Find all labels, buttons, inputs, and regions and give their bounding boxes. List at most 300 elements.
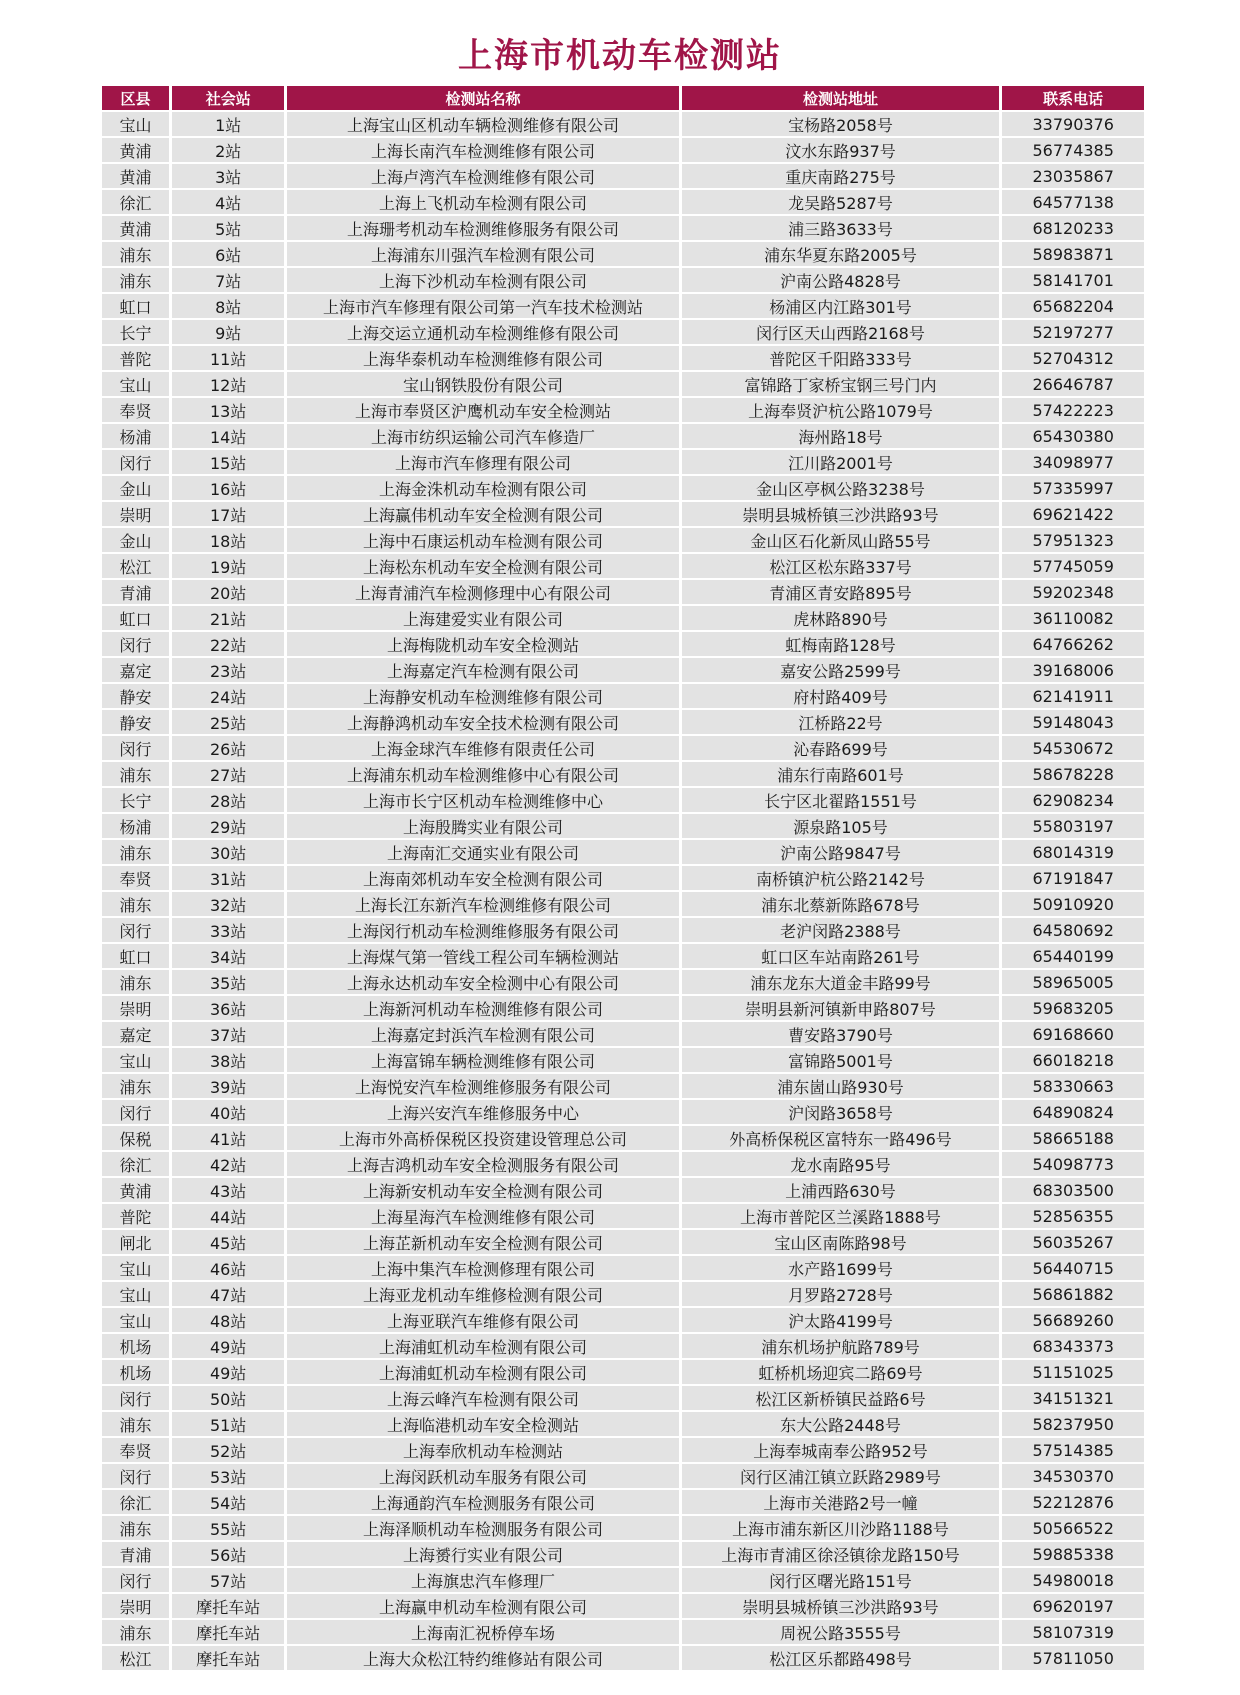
cell-station: 45站 bbox=[172, 1230, 284, 1254]
cell-phone: 52197277 bbox=[1002, 320, 1144, 344]
cell-district: 浦东 bbox=[102, 892, 169, 916]
cell-address: 松江区松东路337号 bbox=[682, 554, 1000, 578]
table-row bbox=[102, 1022, 1144, 1046]
table-row bbox=[102, 1152, 1144, 1176]
cell-address: 沪太路4199号 bbox=[682, 1308, 1000, 1332]
table-row bbox=[102, 1308, 1144, 1332]
cell-address: 沁春路699号 bbox=[682, 736, 1000, 760]
page-title: 上海市机动车检测站 bbox=[458, 36, 782, 76]
cell-station: 28站 bbox=[172, 788, 284, 812]
cell-station: 49站 bbox=[172, 1334, 284, 1358]
cell-phone: 59148043 bbox=[1002, 710, 1144, 734]
cell-phone: 64577138 bbox=[1002, 190, 1144, 214]
cell-phone: 51151025 bbox=[1002, 1360, 1144, 1384]
cell-phone: 57745059 bbox=[1002, 554, 1144, 578]
cell-name: 上海嘉定封浜汽车检测有限公司 bbox=[287, 1022, 678, 1046]
cell-name: 上海中集汽车检测修理有限公司 bbox=[287, 1256, 678, 1280]
cell-district: 浦东 bbox=[102, 242, 169, 266]
cell-address: 浦东行南路601号 bbox=[682, 762, 1000, 786]
cell-address: 江桥路22号 bbox=[682, 710, 1000, 734]
table-row bbox=[102, 1386, 1144, 1410]
cell-district: 浦东 bbox=[102, 268, 169, 292]
cell-station: 25站 bbox=[172, 710, 284, 734]
cell-address: 虎林路890号 bbox=[682, 606, 1000, 630]
table-row bbox=[102, 788, 1144, 812]
cell-phone: 36110082 bbox=[1002, 606, 1144, 630]
cell-district: 宝山 bbox=[102, 1308, 169, 1332]
table-row bbox=[102, 138, 1144, 162]
cell-district: 金山 bbox=[102, 476, 169, 500]
cell-address: 虹桥机场迎宾二路69号 bbox=[682, 1360, 1000, 1384]
cell-phone: 58330663 bbox=[1002, 1074, 1144, 1098]
cell-station: 11站 bbox=[172, 346, 284, 370]
cell-name: 上海富锦车辆检测维修有限公司 bbox=[287, 1048, 678, 1072]
cell-address: 龙水南路95号 bbox=[682, 1152, 1000, 1176]
cell-name: 上海南汇祝桥停车场 bbox=[287, 1620, 678, 1644]
cell-address: 富锦路丁家桥宝钢三号门内 bbox=[682, 372, 1000, 396]
cell-station: 56站 bbox=[172, 1542, 284, 1566]
cell-station: 47站 bbox=[172, 1282, 284, 1306]
column-header-district: 区县 bbox=[102, 86, 169, 110]
cell-name: 上海金洙机动车检测有限公司 bbox=[287, 476, 678, 500]
cell-district: 宝山 bbox=[102, 1256, 169, 1280]
cell-address: 源泉路105号 bbox=[682, 814, 1000, 838]
cell-district: 奉贤 bbox=[102, 398, 169, 422]
cell-station: 摩托车站 bbox=[172, 1620, 284, 1644]
table-row bbox=[102, 190, 1144, 214]
cell-phone: 58965005 bbox=[1002, 970, 1144, 994]
table-row bbox=[102, 1282, 1144, 1306]
cell-district: 普陀 bbox=[102, 346, 169, 370]
cell-station: 摩托车站 bbox=[172, 1646, 284, 1670]
cell-name: 上海闵行机动车检测维修服务有限公司 bbox=[287, 918, 678, 942]
cell-address: 上海市关港路2号一幢 bbox=[682, 1490, 1000, 1514]
table-row bbox=[102, 1126, 1144, 1150]
table-row bbox=[102, 918, 1144, 942]
cell-address: 老沪闵路2388号 bbox=[682, 918, 1000, 942]
table-row bbox=[102, 346, 1144, 370]
table-row bbox=[102, 1100, 1144, 1124]
cell-station: 29站 bbox=[172, 814, 284, 838]
table-row bbox=[102, 1334, 1144, 1358]
cell-phone: 62141911 bbox=[1002, 684, 1144, 708]
cell-station: 40站 bbox=[172, 1100, 284, 1124]
cell-station: 39站 bbox=[172, 1074, 284, 1098]
cell-phone: 59202348 bbox=[1002, 580, 1144, 604]
cell-phone: 57514385 bbox=[1002, 1438, 1144, 1462]
cell-name: 上海浦虹机动车检测有限公司 bbox=[287, 1334, 678, 1358]
cell-district: 徐汇 bbox=[102, 1490, 169, 1514]
cell-name: 上海珊考机动车检测维修服务有限公司 bbox=[287, 216, 678, 240]
cell-station: 2站 bbox=[172, 138, 284, 162]
cell-district: 崇明 bbox=[102, 502, 169, 526]
cell-address: 富锦路5001号 bbox=[682, 1048, 1000, 1072]
cell-phone: 58665188 bbox=[1002, 1126, 1144, 1150]
cell-address: 府村路409号 bbox=[682, 684, 1000, 708]
cell-station: 44站 bbox=[172, 1204, 284, 1228]
cell-district: 保税 bbox=[102, 1126, 169, 1150]
table-row bbox=[102, 1412, 1144, 1436]
cell-phone: 65440199 bbox=[1002, 944, 1144, 968]
cell-name: 上海芷新机动车安全检测有限公司 bbox=[287, 1230, 678, 1254]
cell-name: 上海华泰机动车检测维修有限公司 bbox=[287, 346, 678, 370]
cell-phone: 33790376 bbox=[1002, 112, 1144, 136]
cell-district: 闵行 bbox=[102, 632, 169, 656]
cell-district: 浦东 bbox=[102, 1074, 169, 1098]
cell-address: 闵行区浦江镇立跃路2989号 bbox=[682, 1464, 1000, 1488]
cell-name: 上海静安机动车检测维修有限公司 bbox=[287, 684, 678, 708]
table-row bbox=[102, 372, 1144, 396]
cell-address: 外高桥保税区富特东一路496号 bbox=[682, 1126, 1000, 1150]
cell-phone: 50566522 bbox=[1002, 1516, 1144, 1540]
cell-name: 上海吉鸿机动车安全检测服务有限公司 bbox=[287, 1152, 678, 1176]
cell-phone: 58107319 bbox=[1002, 1620, 1144, 1644]
cell-phone: 65430380 bbox=[1002, 424, 1144, 448]
table-row bbox=[102, 1542, 1144, 1566]
cell-address: 宝山区南陈路98号 bbox=[682, 1230, 1000, 1254]
cell-station: 32站 bbox=[172, 892, 284, 916]
cell-name: 上海交运立通机动车检测维修有限公司 bbox=[287, 320, 678, 344]
cell-phone: 57422223 bbox=[1002, 398, 1144, 422]
cell-name: 上海殷腾实业有限公司 bbox=[287, 814, 678, 838]
cell-district: 机场 bbox=[102, 1334, 169, 1358]
cell-station: 36站 bbox=[172, 996, 284, 1020]
cell-district: 普陀 bbox=[102, 1204, 169, 1228]
cell-name: 上海奉欣机动车检测站 bbox=[287, 1438, 678, 1462]
table-row bbox=[102, 710, 1144, 734]
cell-district: 松江 bbox=[102, 554, 169, 578]
cell-phone: 39168006 bbox=[1002, 658, 1144, 682]
table-row bbox=[102, 1568, 1144, 1592]
cell-phone: 64580692 bbox=[1002, 918, 1144, 942]
cell-station: 43站 bbox=[172, 1178, 284, 1202]
cell-name: 上海悦安汽车检测维修服务有限公司 bbox=[287, 1074, 678, 1098]
table-row bbox=[102, 528, 1144, 552]
cell-phone: 57335997 bbox=[1002, 476, 1144, 500]
cell-phone: 56861882 bbox=[1002, 1282, 1144, 1306]
cell-phone: 58237950 bbox=[1002, 1412, 1144, 1436]
table-row bbox=[102, 632, 1144, 656]
cell-phone: 59683205 bbox=[1002, 996, 1144, 1020]
cell-address: 沪闵路3658号 bbox=[682, 1100, 1000, 1124]
cell-address: 海州路18号 bbox=[682, 424, 1000, 448]
cell-district: 闵行 bbox=[102, 1386, 169, 1410]
cell-phone: 68303500 bbox=[1002, 1178, 1144, 1202]
table-row bbox=[102, 580, 1144, 604]
cell-address: 虹梅南路128号 bbox=[682, 632, 1000, 656]
cell-name: 上海市长宁区机动车检测维修中心 bbox=[287, 788, 678, 812]
cell-name: 上海煤气第一管线工程公司车辆检测站 bbox=[287, 944, 678, 968]
cell-phone: 56035267 bbox=[1002, 1230, 1144, 1254]
cell-station: 24站 bbox=[172, 684, 284, 708]
cell-station: 16站 bbox=[172, 476, 284, 500]
cell-name: 上海星海汽车检测维修有限公司 bbox=[287, 1204, 678, 1228]
cell-district: 崇明 bbox=[102, 996, 169, 1020]
cell-name: 上海临港机动车安全检测站 bbox=[287, 1412, 678, 1436]
table-row bbox=[102, 892, 1144, 916]
table-row bbox=[102, 398, 1144, 422]
cell-station: 53站 bbox=[172, 1464, 284, 1488]
cell-station: 22站 bbox=[172, 632, 284, 656]
cell-district: 宝山 bbox=[102, 1048, 169, 1072]
cell-address: 普陀区千阳路333号 bbox=[682, 346, 1000, 370]
table-row bbox=[102, 502, 1144, 526]
cell-phone: 68120233 bbox=[1002, 216, 1144, 240]
cell-district: 长宁 bbox=[102, 320, 169, 344]
cell-station: 31站 bbox=[172, 866, 284, 890]
table-row bbox=[102, 424, 1144, 448]
table-row bbox=[102, 1438, 1144, 1462]
table-row bbox=[102, 736, 1144, 760]
cell-station: 14站 bbox=[172, 424, 284, 448]
cell-name: 上海市汽车修理有限公司 bbox=[287, 450, 678, 474]
cell-address: 金山区亭枫公路3238号 bbox=[682, 476, 1000, 500]
cell-address: 浦东崮山路930号 bbox=[682, 1074, 1000, 1098]
column-header-phone: 联系电话 bbox=[1002, 86, 1144, 110]
table-body bbox=[102, 112, 1144, 1670]
table-row bbox=[102, 684, 1144, 708]
cell-address: 浦东机场护航路789号 bbox=[682, 1334, 1000, 1358]
table-row bbox=[102, 294, 1144, 318]
cell-name: 上海大众松江特约维修站有限公司 bbox=[287, 1646, 678, 1670]
cell-address: 汶水东路937号 bbox=[682, 138, 1000, 162]
cell-phone: 66018218 bbox=[1002, 1048, 1144, 1072]
cell-district: 奉贤 bbox=[102, 866, 169, 890]
cell-name: 上海南汇交通实业有限公司 bbox=[287, 840, 678, 864]
cell-district: 青浦 bbox=[102, 1542, 169, 1566]
cell-name: 上海长南汽车检测维修有限公司 bbox=[287, 138, 678, 162]
cell-district: 宝山 bbox=[102, 372, 169, 396]
cell-name: 上海浦东川强汽车检测有限公司 bbox=[287, 242, 678, 266]
cell-district: 金山 bbox=[102, 528, 169, 552]
cell-name: 上海卢湾汽车检测维修有限公司 bbox=[287, 164, 678, 188]
cell-address: 龙吴路5287号 bbox=[682, 190, 1000, 214]
cell-name: 上海市汽车修理有限公司第一汽车技术检测站 bbox=[287, 294, 678, 318]
cell-address: 松江区乐都路498号 bbox=[682, 1646, 1000, 1670]
cell-name: 上海泽顺机动车检测服务有限公司 bbox=[287, 1516, 678, 1540]
table-row bbox=[102, 1464, 1144, 1488]
cell-phone: 52704312 bbox=[1002, 346, 1144, 370]
cell-station: 6站 bbox=[172, 242, 284, 266]
cell-name: 上海静鸿机动车安全技术检测有限公司 bbox=[287, 710, 678, 734]
cell-district: 浦东 bbox=[102, 1516, 169, 1540]
cell-district: 奉贤 bbox=[102, 1438, 169, 1462]
cell-address: 重庆南路275号 bbox=[682, 164, 1000, 188]
cell-address: 宝杨路2058号 bbox=[682, 112, 1000, 136]
cell-name: 上海嘉定汽车检测有限公司 bbox=[287, 658, 678, 682]
cell-district: 徐汇 bbox=[102, 1152, 169, 1176]
table-row bbox=[102, 1048, 1144, 1072]
table-row bbox=[102, 1256, 1144, 1280]
column-header-address: 检测站地址 bbox=[682, 86, 1000, 110]
cell-address: 曹安路3790号 bbox=[682, 1022, 1000, 1046]
cell-address: 崇明县城桥镇三沙洪路93号 bbox=[682, 1594, 1000, 1618]
table-row bbox=[102, 164, 1144, 188]
cell-address: 东大公路2448号 bbox=[682, 1412, 1000, 1436]
cell-station: 17站 bbox=[172, 502, 284, 526]
cell-name: 上海亚龙机动车维修检测有限公司 bbox=[287, 1282, 678, 1306]
cell-station: 38站 bbox=[172, 1048, 284, 1072]
cell-name: 上海赢申机动车检测有限公司 bbox=[287, 1594, 678, 1618]
cell-name: 上海兴安汽车维修服务中心 bbox=[287, 1100, 678, 1124]
cell-district: 机场 bbox=[102, 1360, 169, 1384]
cell-phone: 58141701 bbox=[1002, 268, 1144, 292]
table-row bbox=[102, 840, 1144, 864]
cell-district: 虹口 bbox=[102, 294, 169, 318]
cell-phone: 54980018 bbox=[1002, 1568, 1144, 1592]
cell-name: 上海梅陇机动车安全检测站 bbox=[287, 632, 678, 656]
cell-address: 崇明县新河镇新申路807号 bbox=[682, 996, 1000, 1020]
cell-name: 上海市奉贤区沪鹰机动车安全检测站 bbox=[287, 398, 678, 422]
cell-district: 浦东 bbox=[102, 762, 169, 786]
cell-name: 宝山钢铁股份有限公司 bbox=[287, 372, 678, 396]
cell-name: 上海亚联汽车维修有限公司 bbox=[287, 1308, 678, 1332]
cell-name: 上海市外高桥保税区投资建设管理总公司 bbox=[287, 1126, 678, 1150]
cell-district: 长宁 bbox=[102, 788, 169, 812]
cell-phone: 54098773 bbox=[1002, 1152, 1144, 1176]
cell-name: 上海南郊机动车安全检测有限公司 bbox=[287, 866, 678, 890]
column-header-station: 社会站 bbox=[172, 86, 284, 110]
cell-district: 松江 bbox=[102, 1646, 169, 1670]
cell-station: 35站 bbox=[172, 970, 284, 994]
cell-phone: 69620197 bbox=[1002, 1594, 1144, 1618]
cell-phone: 64766262 bbox=[1002, 632, 1144, 656]
table-row bbox=[102, 216, 1144, 240]
cell-district: 黄浦 bbox=[102, 164, 169, 188]
cell-station: 7站 bbox=[172, 268, 284, 292]
station-table bbox=[99, 84, 1147, 1672]
table-row bbox=[102, 1620, 1144, 1644]
cell-phone: 57811050 bbox=[1002, 1646, 1144, 1670]
table-row bbox=[102, 268, 1144, 292]
cell-station: 26站 bbox=[172, 736, 284, 760]
cell-name: 上海新安机动车安全检测有限公司 bbox=[287, 1178, 678, 1202]
cell-phone: 65682204 bbox=[1002, 294, 1144, 318]
cell-name: 上海市纺织运输公司汽车修造厂 bbox=[287, 424, 678, 448]
cell-address: 虹口区车站南路261号 bbox=[682, 944, 1000, 968]
cell-district: 崇明 bbox=[102, 1594, 169, 1618]
cell-district: 闵行 bbox=[102, 1464, 169, 1488]
cell-district: 闸北 bbox=[102, 1230, 169, 1254]
cell-name: 上海旗忠汽车修理厂 bbox=[287, 1568, 678, 1592]
cell-station: 18站 bbox=[172, 528, 284, 552]
cell-station: 55站 bbox=[172, 1516, 284, 1540]
cell-name: 上海上飞机动车检测有限公司 bbox=[287, 190, 678, 214]
cell-address: 上海市青浦区徐泾镇徐龙路150号 bbox=[682, 1542, 1000, 1566]
cell-name: 上海云峰汽车检测有限公司 bbox=[287, 1386, 678, 1410]
cell-address: 南桥镇沪杭公路2142号 bbox=[682, 866, 1000, 890]
cell-address: 浦东龙东大道金丰路99号 bbox=[682, 970, 1000, 994]
cell-address: 金山区石化新凤山路55号 bbox=[682, 528, 1000, 552]
cell-station: 54站 bbox=[172, 1490, 284, 1514]
cell-name: 上海长江东新汽车检测维修有限公司 bbox=[287, 892, 678, 916]
table-row bbox=[102, 814, 1144, 838]
cell-station: 23站 bbox=[172, 658, 284, 682]
cell-station: 4站 bbox=[172, 190, 284, 214]
cell-phone: 58678228 bbox=[1002, 762, 1144, 786]
cell-address: 青浦区青安路895号 bbox=[682, 580, 1000, 604]
cell-phone: 52856355 bbox=[1002, 1204, 1144, 1228]
table-row bbox=[102, 476, 1144, 500]
cell-name: 上海松东机动车安全检测有限公司 bbox=[287, 554, 678, 578]
cell-name: 上海青浦汽车检测修理中心有限公司 bbox=[287, 580, 678, 604]
cell-district: 嘉定 bbox=[102, 1022, 169, 1046]
table-row bbox=[102, 606, 1144, 630]
table-row bbox=[102, 1074, 1144, 1098]
cell-station: 49站 bbox=[172, 1360, 284, 1384]
cell-district: 黄浦 bbox=[102, 138, 169, 162]
cell-address: 嘉安公路2599号 bbox=[682, 658, 1000, 682]
cell-name: 上海浦虹机动车检测有限公司 bbox=[287, 1360, 678, 1384]
cell-station: 13站 bbox=[172, 398, 284, 422]
cell-district: 宝山 bbox=[102, 1282, 169, 1306]
table-row bbox=[102, 554, 1144, 578]
cell-district: 嘉定 bbox=[102, 658, 169, 682]
column-header-name: 检测站名称 bbox=[287, 86, 678, 110]
cell-phone: 59885338 bbox=[1002, 1542, 1144, 1566]
table-row bbox=[102, 1646, 1144, 1670]
cell-station: 42站 bbox=[172, 1152, 284, 1176]
cell-phone: 69168660 bbox=[1002, 1022, 1144, 1046]
table-row bbox=[102, 242, 1144, 266]
table-row bbox=[102, 1360, 1144, 1384]
cell-district: 浦东 bbox=[102, 840, 169, 864]
cell-station: 46站 bbox=[172, 1256, 284, 1280]
cell-name: 上海下沙机动车检测有限公司 bbox=[287, 268, 678, 292]
cell-station: 12站 bbox=[172, 372, 284, 396]
cell-name: 上海浦东机动车检测维修中心有限公司 bbox=[287, 762, 678, 786]
cell-district: 黄浦 bbox=[102, 216, 169, 240]
cell-phone: 50910920 bbox=[1002, 892, 1144, 916]
cell-station: 33站 bbox=[172, 918, 284, 942]
cell-phone: 68343373 bbox=[1002, 1334, 1144, 1358]
cell-station: 27站 bbox=[172, 762, 284, 786]
table-row bbox=[102, 970, 1144, 994]
cell-name: 上海闵跃机动车服务有限公司 bbox=[287, 1464, 678, 1488]
cell-district: 闵行 bbox=[102, 918, 169, 942]
cell-address: 沪南公路4828号 bbox=[682, 268, 1000, 292]
cell-address: 上海奉城南奉公路952号 bbox=[682, 1438, 1000, 1462]
cell-address: 浦东华夏东路2005号 bbox=[682, 242, 1000, 266]
cell-district: 静安 bbox=[102, 684, 169, 708]
cell-phone: 67191847 bbox=[1002, 866, 1144, 890]
cell-name: 上海赢伟机动车安全检测有限公司 bbox=[287, 502, 678, 526]
table-row bbox=[102, 762, 1144, 786]
cell-phone: 26646787 bbox=[1002, 372, 1144, 396]
table-header-row bbox=[102, 86, 1144, 110]
cell-station: 50站 bbox=[172, 1386, 284, 1410]
cell-name: 上海金球汽车维修有限责任公司 bbox=[287, 736, 678, 760]
cell-address: 上海市浦东新区川沙路1188号 bbox=[682, 1516, 1000, 1540]
cell-station: 34站 bbox=[172, 944, 284, 968]
cell-phone: 34530370 bbox=[1002, 1464, 1144, 1488]
table-row bbox=[102, 944, 1144, 968]
cell-name: 上海中石康运机动车检测有限公司 bbox=[287, 528, 678, 552]
cell-address: 杨浦区内江路301号 bbox=[682, 294, 1000, 318]
cell-district: 青浦 bbox=[102, 580, 169, 604]
cell-district: 闵行 bbox=[102, 736, 169, 760]
cell-name: 上海永达机动车安全检测中心有限公司 bbox=[287, 970, 678, 994]
cell-district: 杨浦 bbox=[102, 424, 169, 448]
cell-address: 江川路2001号 bbox=[682, 450, 1000, 474]
cell-station: 5站 bbox=[172, 216, 284, 240]
table-row bbox=[102, 1594, 1144, 1618]
cell-station: 3站 bbox=[172, 164, 284, 188]
cell-district: 虹口 bbox=[102, 944, 169, 968]
cell-phone: 52212876 bbox=[1002, 1490, 1144, 1514]
cell-station: 37站 bbox=[172, 1022, 284, 1046]
cell-phone: 62908234 bbox=[1002, 788, 1144, 812]
